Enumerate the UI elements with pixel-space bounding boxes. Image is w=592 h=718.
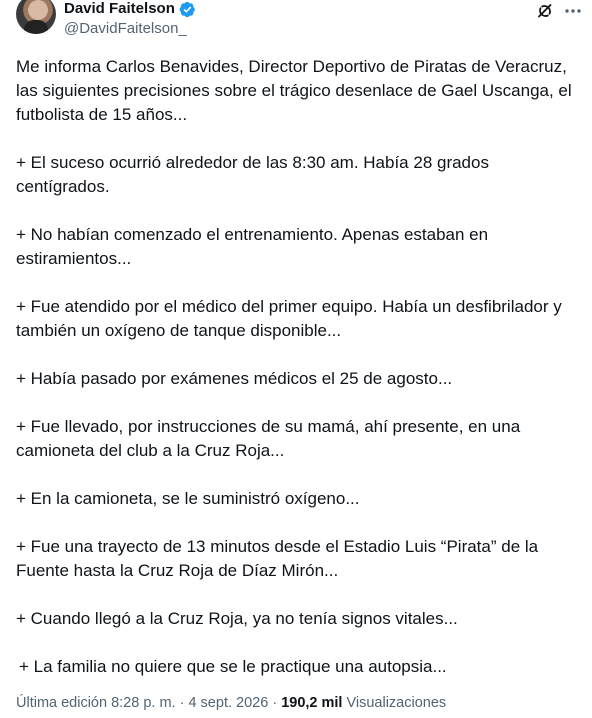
avatar[interactable]: [16, 0, 56, 34]
author-handle[interactable]: @DavidFaitelson_: [64, 20, 187, 37]
tweet-paragraph: + Había pasado por exámenes médicos el 25 de agosto...: [16, 369, 453, 388]
tweet-paragraph: + Cuando llegó a la Cruz Roja, ya no tenía signos vitales...: [16, 609, 458, 628]
tweet-metadata: [16, 694, 446, 712]
author-name-row[interactable]: [64, 0, 196, 18]
tweet-paragraph: + Fue atendido por el médico del primer equipo. Había un desfibrilador y también un oxígeno de tanque disponible...: [16, 297, 567, 340]
tweet-paragraph: Me informa Carlos Benavides, Director Deportivo de Piratas de Veracruz, las siguientes precisiones sobre el trágico desenlace de Gael Uscanga, el futbolista de 15 años...: [16, 57, 577, 124]
grok-icon[interactable]: [535, 1, 555, 21]
tweet-paragraph: + En la camioneta, se le suministró oxígeno...: [16, 489, 360, 508]
edited-timestamp[interactable]: Última edición 8:28 p. m.: [16, 695, 176, 711]
views-label[interactable]: Visualizaciones: [346, 695, 447, 711]
more-options-icon[interactable]: [563, 1, 583, 21]
verified-badge-icon: [179, 1, 196, 18]
tweet-body: [16, 55, 582, 679]
meta-separator: ·: [268, 695, 282, 711]
meta-separator: ·: [175, 695, 189, 711]
tweet-paragraph: + Fue una trayecto de 13 minutos desde el Estadio Luis “Pirata” de la Fuente hasta la Cruz Roja de Díaz Mirón...: [16, 537, 543, 580]
author-display-name[interactable]: David Faitelson: [64, 0, 175, 17]
tweet-paragraph: + El suceso ocurrió alrededor de las 8:30 am. Había 28 grados centígrados.: [16, 153, 494, 196]
tweet-paragraph: + La familia no quiere que se le practique una autopsia...: [19, 657, 447, 676]
tweet-paragraph: + No habían comenzado el entrenamiento. Apenas estaban en estiramientos...: [16, 225, 493, 268]
tweet-paragraph: + Fue llevado, por instrucciones de su mamá, ahí presente, en una camioneta del club a la Cruz Roja...: [16, 417, 525, 460]
tweet-date[interactable]: 4 sept. 2026: [188, 695, 269, 711]
views-count[interactable]: 190,2 mil: [281, 695, 343, 711]
tweet-header: [0, 0, 592, 44]
